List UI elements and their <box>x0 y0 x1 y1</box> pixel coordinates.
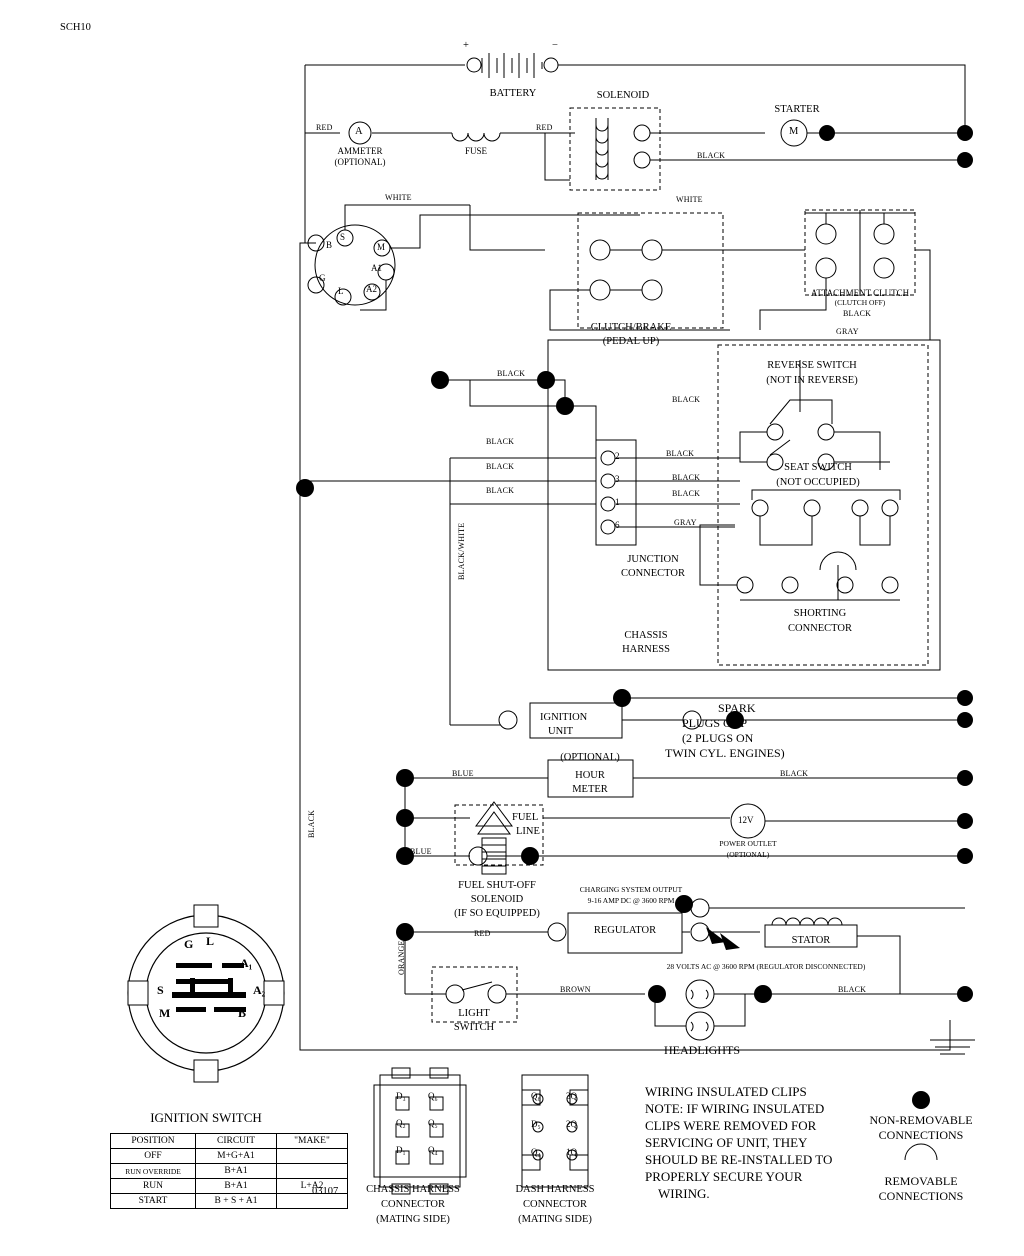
junction-connector-label: JUNCTION <box>627 554 679 565</box>
battery-plus-label: + <box>463 40 469 51</box>
rotary-terminal-g: G <box>319 273 326 283</box>
hour-meter-optional-label: (OPTIONAL) <box>560 752 620 763</box>
wire-label-gray-top: GRAY <box>836 327 859 336</box>
wire-label-black-seat2: BLACK <box>672 489 701 498</box>
attachment-clutch-state-label: (CLUTCH OFF) <box>834 298 886 307</box>
junction-pin-2: 2 <box>615 451 620 461</box>
notes-line1: NOTE: IF WIRING INSULATED <box>645 1101 825 1116</box>
starter-label: STARTER <box>774 104 820 115</box>
chassis-pin-q4: Q₄ <box>428 1145 438 1155</box>
wire-label-black-left2: BLACK <box>486 462 515 471</box>
junction-pin-3: 3 <box>615 474 620 484</box>
ignition-switch-title: IGNITION SWITCH <box>150 1110 262 1125</box>
ign-terminal-b: B <box>238 1006 247 1020</box>
ign-terminal-g: G <box>184 937 194 951</box>
hour-meter-label2: METER <box>572 784 608 795</box>
headlights-label: HEADLIGHTS <box>664 1043 740 1057</box>
solenoid-label: SOLENOID <box>596 90 650 101</box>
clutch-brake-label: CLUTCH/BRAKE <box>590 322 672 333</box>
page-code: SCH10 <box>60 22 91 33</box>
seat-switch-label: SEAT SWITCH <box>784 462 852 473</box>
wire-label-red-regulator: RED <box>474 929 491 938</box>
ign-terminal-s: S <box>157 983 164 997</box>
dash-pin-1q: 1Q <box>566 1147 577 1157</box>
spark-plugs-label4: TWIN CYL. ENGINES) <box>665 746 785 760</box>
shorting-connector-label2: CONNECTOR <box>788 623 852 634</box>
rotary-terminal-a1: A1 <box>371 263 382 273</box>
table-row <box>111 1149 348 1164</box>
rotary-terminal-s: S <box>340 232 346 242</box>
wire-label-black-attach: BLACK <box>843 309 872 318</box>
shorting-connector-label: SHORTING <box>793 608 847 619</box>
rotary-terminal-a2: A2 <box>366 284 377 294</box>
notes-line5: PROPERLY SECURE YOUR <box>645 1169 803 1184</box>
chassis-pin-q5: Q₅ <box>428 1118 438 1128</box>
fuel-line-label2: LINE <box>516 826 540 837</box>
rotary-terminal-b: B <box>326 240 333 250</box>
junction-connector-label2: CONNECTOR <box>621 568 685 579</box>
dash-connector-label: DASH HARNESS <box>515 1184 595 1195</box>
notes-title: WIRING INSULATED CLIPS <box>645 1084 807 1099</box>
ign-terminal-m: M <box>159 1006 171 1020</box>
wire-label-black-hour: BLACK <box>780 769 809 778</box>
ammeter-symbol: A <box>355 126 363 137</box>
power-outlet-voltage: 12V <box>738 815 754 825</box>
stator-note: 28 VOLTS AC @ 3600 RPM (REGULATOR DISCONNECTED) <box>666 962 866 971</box>
legend-removable-label: REMOVABLE <box>884 1174 958 1188</box>
ign-row1-circuit: B+A1 <box>196 1164 277 1179</box>
light-switch-label2: SWITCH <box>453 1022 495 1033</box>
power-outlet-optional-label: (OPTIONAL) <box>726 850 770 859</box>
removable-connection-symbol <box>905 1144 937 1160</box>
ammeter-label: AMMETER <box>337 146 383 156</box>
wire-label-black-mid2: BLACK <box>672 395 701 404</box>
junction-pin-6: 6 <box>615 520 620 530</box>
wire-label-blue-fuel: BLUE <box>410 847 432 856</box>
ignition-switch-contacts <box>172 963 246 1012</box>
charging-output-label: CHARGING SYSTEM OUTPUT <box>579 885 683 894</box>
ign-table-header-circuit: CIRCUIT <box>196 1134 277 1149</box>
wire-label-white-left: WHITE <box>385 193 412 202</box>
wire-label-red-fuse: RED <box>536 123 553 132</box>
starter-symbol: M <box>789 126 799 137</box>
rotary-terminal-l: L <box>338 286 344 296</box>
legend-nonremovable-label: NON-REMOVABLE <box>869 1113 973 1127</box>
ign-terminal-a2: A₂ <box>253 983 266 997</box>
fuel-line-label: FUEL <box>512 812 539 823</box>
wire-label-blue-hour: BLUE <box>452 769 474 778</box>
clutch-brake-state-label: (PEDAL UP) <box>602 336 660 347</box>
ign-row0-make <box>277 1149 348 1164</box>
wire-label-black-vertical: BLACK <box>307 809 316 838</box>
fuel-shutoff-label3: (IF SO EQUIPPED) <box>454 908 540 919</box>
fuse-label: FUSE <box>464 146 488 156</box>
seat-switch-state-label: (NOT OCCUPIED) <box>776 477 860 488</box>
ign-row1-make <box>277 1164 348 1179</box>
ignition-unit-label2: UNIT <box>548 726 574 737</box>
ign-terminal-a1: A₁ <box>240 956 253 970</box>
chassis-connector-label3: (MATING SIDE) <box>376 1214 450 1225</box>
dash-pin-q6: Q₆ <box>531 1091 541 1101</box>
notes-line3: SERVICING OF UNIT, THEY <box>645 1135 808 1150</box>
power-outlet-label: POWER OUTLET <box>719 839 777 848</box>
wire-label-black-j2: BLACK <box>666 449 695 458</box>
dash-pin-2q: 2Q <box>566 1119 577 1129</box>
rotary-terminal-m: M <box>377 242 386 252</box>
table-row <box>111 1164 348 1179</box>
dash-pin-d5: D₅ <box>531 1119 541 1129</box>
ign-row1-position: RUN OVERRIDE <box>111 1164 196 1179</box>
ammeter-optional-label: (OPTIONAL) <box>334 157 386 167</box>
battery-label: BATTERY <box>489 88 537 99</box>
wire-label-black-starter: BLACK <box>697 151 726 160</box>
chassis-connector-label: CHASSIS HARNESS <box>366 1184 460 1195</box>
spark-plugs-label: SPARK <box>718 701 756 715</box>
ign-row3-circuit: B + S + A1 <box>196 1194 277 1209</box>
light-switch-label: LIGHT <box>458 1008 490 1019</box>
ign-row2-make: L+A2 <box>277 1179 348 1194</box>
wire-label-orange-vertical: ORANGE <box>397 940 406 975</box>
chassis-connector-label2: CONNECTOR <box>381 1199 445 1210</box>
dash-connector-label2: CONNECTOR <box>523 1199 587 1210</box>
wire-label-red-ammeter: RED <box>316 123 333 132</box>
chassis-harness-label2: HARNESS <box>622 644 670 655</box>
ign-row0-circuit: M+G+A1 <box>196 1149 277 1164</box>
ignition-unit-label: IGNITION <box>540 712 588 723</box>
wire-label-black-mid1: BLACK <box>497 369 526 378</box>
charging-output-label2: 9-16 AMP DC @ 3600 RPM <box>587 896 675 905</box>
battery-minus-label: − <box>552 40 558 51</box>
harness-connector-drawings <box>374 1068 588 1194</box>
fuel-shutoff-label: FUEL SHUT-OFF <box>458 880 536 891</box>
spark-plugs-label3: (2 PLUGS ON <box>682 731 754 745</box>
regulator-label: REGULATOR <box>593 925 657 936</box>
ign-table-header-make: "MAKE" <box>277 1134 348 1149</box>
attachment-clutch-label: ATTACHMENT CLUTCH <box>810 288 910 298</box>
junction-pin-1: 1 <box>615 497 620 507</box>
ign-row2-position: RUN <box>111 1179 196 1194</box>
reverse-switch-label: REVERSE SWITCH <box>767 360 857 371</box>
notes-line6: WIRING. <box>658 1186 710 1201</box>
stator-label: STATOR <box>791 935 831 946</box>
fuel-shutoff-label2: SOLENOID <box>470 894 524 905</box>
wire-label-black-white: BLACK/WHITE <box>457 522 466 580</box>
legend-nonremovable-label2: CONNECTIONS <box>878 1128 964 1142</box>
notes-line4: SHOULD BE RE-INSTALLED TO <box>645 1152 833 1167</box>
legend-removable-label2: CONNECTIONS <box>878 1189 964 1203</box>
chassis-pin-q2: Q₂ <box>396 1118 406 1128</box>
wire-label-black-seat1: BLACK <box>672 473 701 482</box>
spark-plugs-label2: PLUGS GAP <box>682 716 748 730</box>
dash-connector-label3: (MATING SIDE) <box>518 1214 592 1225</box>
wire-label-black-left3: BLACK <box>486 486 515 495</box>
chassis-pin-q6: Q₆ <box>428 1091 438 1101</box>
dash-pin-q4: Q₄ <box>531 1147 541 1157</box>
regulator-arrows <box>706 927 740 950</box>
drawing-number: 03107 <box>312 1186 339 1197</box>
dash-pin-3q: 3Q <box>566 1091 577 1101</box>
ign-terminal-l: L <box>206 934 215 948</box>
notes-line2: CLIPS WERE REMOVED FOR <box>645 1118 817 1133</box>
ign-row3-position: START <box>111 1194 196 1209</box>
wire-label-brown: BROWN <box>560 985 591 994</box>
chassis-pin-d1: D₁ <box>396 1145 406 1155</box>
ign-table-header-position: POSITION <box>111 1134 196 1149</box>
hour-meter-label: HOUR <box>575 770 605 781</box>
reverse-switch-state-label: (NOT IN REVERSE) <box>766 375 858 386</box>
wire-label-white-right: WHITE <box>676 195 703 204</box>
chassis-harness-label: CHASSIS <box>624 630 668 641</box>
wire-label-black-headlight: BLACK <box>838 985 867 994</box>
ign-row0-position: OFF <box>111 1149 196 1164</box>
wire-label-black-left1: BLACK <box>486 437 515 446</box>
ign-row2-circuit: B+A1 <box>196 1179 277 1194</box>
wire-label-gray-j6: GRAY <box>674 518 697 527</box>
chassis-pin-d3: D₃ <box>396 1091 406 1101</box>
